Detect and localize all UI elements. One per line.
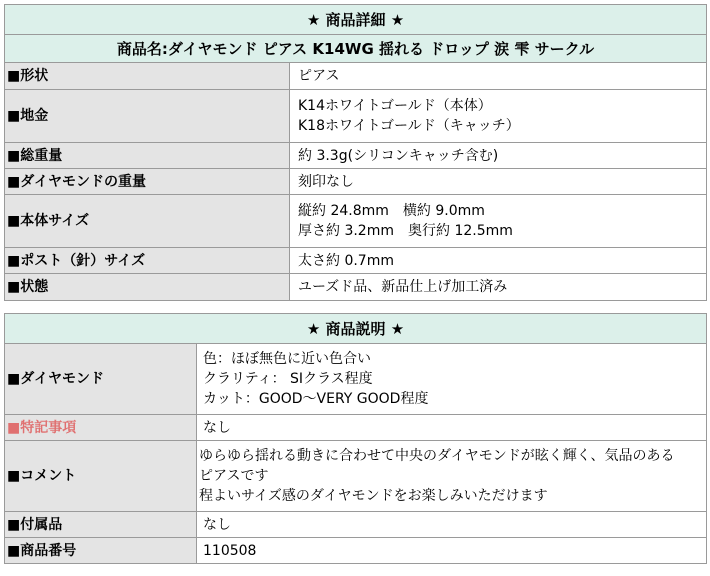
comment-value-line: 程よいサイズ感のダイヤモンドをお楽しみいただけます xyxy=(199,488,548,504)
notice-label: ■特記事項 xyxy=(5,415,197,441)
comment-value-line: ゆらゆら揺れる動きに合わせて中央のダイヤモンドが眩く輝く、気品のある xyxy=(199,448,675,464)
condition-label: ■状態 xyxy=(5,274,290,301)
body-size-value-line: 厚さ約 3.2mm 奥行約 12.5mm xyxy=(298,223,513,239)
diamond-weight-label: ■ダイヤモンドの重量 xyxy=(5,169,290,195)
diamond-value-line: クラリティ： SIクラス程度 xyxy=(203,371,373,387)
metal-value-line: K14ホワイトゴールド（本体） xyxy=(298,98,492,114)
post-size-label: ■ポスト（針）サイズ xyxy=(5,248,290,274)
total-weight-value: 約 3.3g(シリコンキャッチ含む) xyxy=(290,143,707,169)
product-name: 商品名:ダイヤモンド ピアス K14WG 揺れる ドロップ 涙 雫 サークル xyxy=(5,35,707,63)
item-number-label: ■商品番号 xyxy=(5,538,197,564)
metal-value xyxy=(290,90,707,143)
diamond-value-line: 色：ほぼ無色に近い色合い xyxy=(203,351,371,367)
notice-value: なし xyxy=(197,415,707,441)
comment-value xyxy=(197,441,707,512)
diamond-weight-value: 刻印なし xyxy=(290,169,707,195)
body-size-label: ■本体サイズ xyxy=(5,195,290,248)
comment-label: ■コメント xyxy=(5,441,197,512)
shape-label: ■形状 xyxy=(5,63,290,90)
body-size-value-line: 縦約 24.8mm 横約 9.0mm xyxy=(298,203,485,219)
product-details-table xyxy=(4,4,707,301)
diamond-label: ■ダイヤモンド xyxy=(5,344,197,415)
condition-value: ユーズド品、新品仕上げ加工済み xyxy=(290,274,707,301)
diamond-value-line: カット：GOOD～VERY GOOD程度 xyxy=(203,391,429,407)
body-size-value xyxy=(290,195,707,248)
shape-value: ピアス xyxy=(290,63,707,90)
description-header: ★ 商品説明 ★ xyxy=(5,314,707,344)
total-weight-label: ■総重量 xyxy=(5,143,290,169)
accessories-label: ■付属品 xyxy=(5,512,197,538)
product-description-table xyxy=(4,313,707,564)
metal-label: ■地金 xyxy=(5,90,290,143)
diamond-value xyxy=(197,344,707,415)
details-header: ★ 商品詳細 ★ xyxy=(5,5,707,35)
comment-value-line: ピアスです xyxy=(199,468,269,484)
accessories-value: なし xyxy=(197,512,707,538)
post-size-value: 太さ約 0.7mm xyxy=(290,248,707,274)
item-number-value: 110508 xyxy=(197,538,707,564)
metal-value-line: K18ホワイトゴールド（キャッチ） xyxy=(298,118,520,134)
